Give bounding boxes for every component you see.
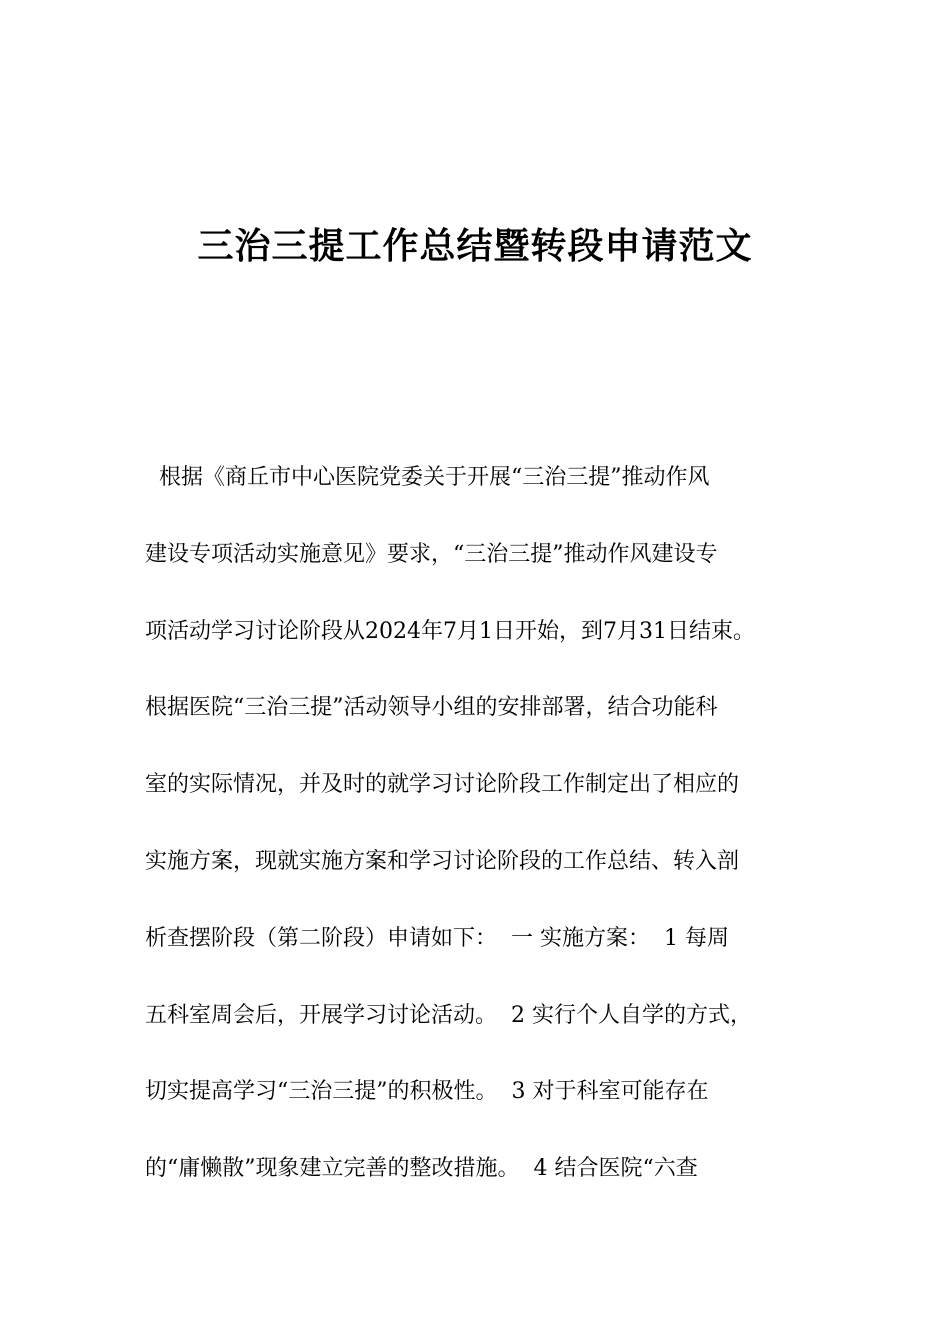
body-line-8: 五科室周会后，开展学习讨论活动。 2 实行个人自学的方式， <box>145 1002 752 1028</box>
body-line-3: 项活动学习讨论阶段从2024年7月1日开始，到7月31日结束。 <box>145 618 755 644</box>
body-line-1: 根据《商丘市中心医院党委关于开展“三治三提”推动作风 <box>145 465 710 490</box>
body-line-7: 析查摆阶段（第二阶段）申请如下： 一 实施方案： 1 每周 <box>145 925 729 951</box>
body-line-5: 室的实际情况，并及时的就学习讨论阶段工作制定出了相应的 <box>145 772 740 798</box>
document-body <box>145 456 815 1224</box>
document-title: 三治三提工作总结暨转段申请范文 <box>197 226 753 267</box>
body-line-2: 建设专项活动实施意见》要求，“三治三提”推动作风建设专 <box>145 541 718 567</box>
body-line-9: 切实提高学习“三治三提”的积极性。 3 对于科室可能存在 <box>145 1079 709 1105</box>
body-line-6: 实施方案，现就实施方案和学习讨论阶段的工作总结、转入剖 <box>145 848 740 874</box>
body-line-10: 的“庸懒散”现象建立完善的整改措施。 4 结合医院“六查 <box>145 1156 698 1182</box>
body-line-4: 根据医院“三治三提”活动领导小组的安排部署，结合功能科 <box>145 695 718 721</box>
